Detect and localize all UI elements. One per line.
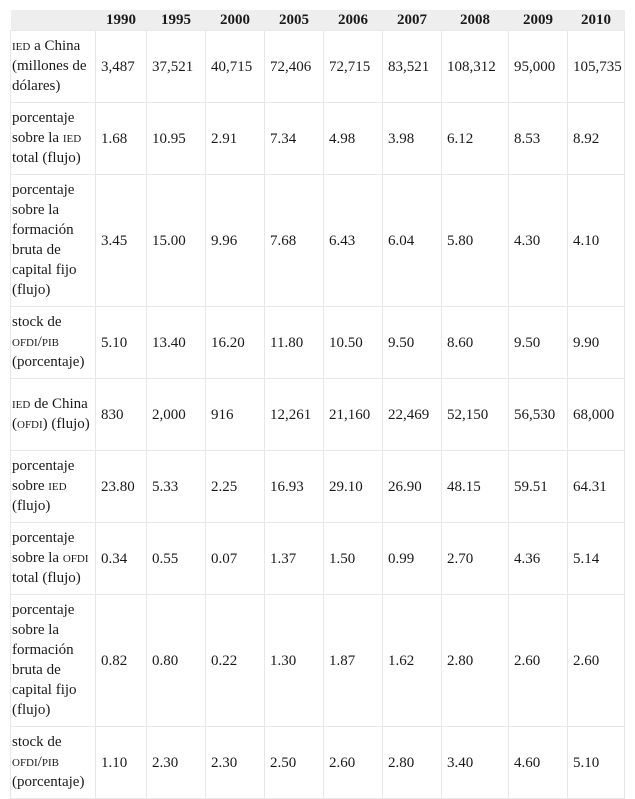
cell-1990: 0.82 <box>96 595 147 727</box>
table-row <box>11 379 625 451</box>
cell-2005: 72,406 <box>265 31 324 103</box>
cell-2008: 8.60 <box>442 307 509 379</box>
cell-1990: 1.68 <box>96 103 147 175</box>
abbreviation: ied <box>62 130 82 146</box>
cell-2009: 8.53 <box>509 103 568 175</box>
cell-2007: 2.80 <box>383 727 442 799</box>
cell-2005: 16.93 <box>265 451 324 523</box>
cell-1990: 3,487 <box>96 31 147 103</box>
label-text: porcentaje sobre <box>12 458 75 494</box>
cell-2007: 1.62 <box>383 595 442 727</box>
abbreviation: ied <box>12 38 31 54</box>
row-label <box>11 523 96 595</box>
label-text: porcentaje sobre la formación bruta de capital fijo (flujo) <box>12 182 77 298</box>
label-text: porcentaje sobre la <box>12 110 75 146</box>
label-text: ) (flujo) <box>42 416 90 432</box>
abbreviation: ied <box>48 478 67 494</box>
cell-2010: 2.60 <box>568 595 625 727</box>
cell-2008: 2.70 <box>442 523 509 595</box>
label-text: de China ( <box>12 396 88 432</box>
cell-1990: 5.10 <box>96 307 147 379</box>
cell-1995: 0.80 <box>147 595 206 727</box>
table-row <box>11 103 625 175</box>
row-label <box>11 307 96 379</box>
cell-1990: 0.34 <box>96 523 147 595</box>
cell-2007: 22,469 <box>383 379 442 451</box>
cell-2000: 2.91 <box>206 103 265 175</box>
cell-2006: 6.43 <box>324 175 383 307</box>
cell-2009: 56,530 <box>509 379 568 451</box>
cell-2006: 1.50 <box>324 523 383 595</box>
cell-2010: 5.14 <box>568 523 625 595</box>
cell-2000: 0.07 <box>206 523 265 595</box>
cell-2006: 29.10 <box>324 451 383 523</box>
table-row <box>11 727 625 799</box>
table-row <box>11 451 625 523</box>
cell-2006: 1.87 <box>324 595 383 727</box>
cell-2007: 3.98 <box>383 103 442 175</box>
cell-2009: 95,000 <box>509 31 568 103</box>
cell-2008: 108,312 <box>442 31 509 103</box>
cell-1995: 2.30 <box>147 727 206 799</box>
cell-2009: 59.51 <box>509 451 568 523</box>
cell-2010: 64.31 <box>568 451 625 523</box>
cell-2005: 1.37 <box>265 523 324 595</box>
cell-1995: 37,521 <box>147 31 206 103</box>
header-year-1990: 1990 <box>96 10 147 31</box>
fdi-table <box>10 10 625 799</box>
header-year-2005: 2005 <box>265 10 324 31</box>
cell-2000: 2.25 <box>206 451 265 523</box>
cell-2006: 72,715 <box>324 31 383 103</box>
cell-2009: 4.36 <box>509 523 568 595</box>
cell-2007: 6.04 <box>383 175 442 307</box>
row-label <box>11 379 96 451</box>
header-year-2006: 2006 <box>324 10 383 31</box>
cell-1995: 2,000 <box>147 379 206 451</box>
cell-2008: 3.40 <box>442 727 509 799</box>
row-label <box>11 727 96 799</box>
cell-2005: 11.80 <box>265 307 324 379</box>
cell-2010: 68,000 <box>568 379 625 451</box>
cell-2006: 21,160 <box>324 379 383 451</box>
table-body <box>11 31 625 799</box>
header-year-1995: 1995 <box>147 10 206 31</box>
cell-2010: 5.10 <box>568 727 625 799</box>
cell-1990: 3.45 <box>96 175 147 307</box>
cell-2005: 1.30 <box>265 595 324 727</box>
label-text: total (flujo) <box>12 150 81 166</box>
label-text: porcentaje sobre la formación bruta de capital fijo (flujo) <box>12 602 77 718</box>
header-row <box>11 10 625 31</box>
cell-2005: 12,261 <box>265 379 324 451</box>
cell-2010: 9.90 <box>568 307 625 379</box>
row-label <box>11 103 96 175</box>
cell-2008: 5.80 <box>442 175 509 307</box>
abbreviation: ofdi <box>62 550 89 566</box>
cell-2008: 6.12 <box>442 103 509 175</box>
cell-1990: 1.10 <box>96 727 147 799</box>
table-row <box>11 307 625 379</box>
row-label <box>11 175 96 307</box>
cell-2007: 0.99 <box>383 523 442 595</box>
row-label <box>11 595 96 727</box>
cell-2000: 0.22 <box>206 595 265 727</box>
table-row <box>11 175 625 307</box>
cell-2006: 10.50 <box>324 307 383 379</box>
label-text: a China (millones de dólares) <box>12 38 87 94</box>
label-text: stock de <box>12 314 62 330</box>
cell-2005: 7.68 <box>265 175 324 307</box>
cell-1995: 15.00 <box>147 175 206 307</box>
cell-2006: 2.60 <box>324 727 383 799</box>
cell-2010: 4.10 <box>568 175 625 307</box>
header-year-2010: 2010 <box>568 10 625 31</box>
cell-2006: 4.98 <box>324 103 383 175</box>
label-text: porcentaje sobre la <box>12 530 75 566</box>
row-label <box>11 31 96 103</box>
label-text: (flujo) <box>12 498 51 514</box>
cell-2008: 48.15 <box>442 451 509 523</box>
cell-2009: 4.30 <box>509 175 568 307</box>
cell-2007: 83,521 <box>383 31 442 103</box>
cell-2008: 2.80 <box>442 595 509 727</box>
cell-2005: 2.50 <box>265 727 324 799</box>
cell-2007: 26.90 <box>383 451 442 523</box>
cell-2005: 7.34 <box>265 103 324 175</box>
table-container <box>10 10 625 799</box>
cell-2007: 9.50 <box>383 307 442 379</box>
cell-1990: 23.80 <box>96 451 147 523</box>
cell-1990: 830 <box>96 379 147 451</box>
label-text: (porcentaje) <box>12 774 85 790</box>
cell-2000: 2.30 <box>206 727 265 799</box>
cell-2000: 916 <box>206 379 265 451</box>
header-year-2008: 2008 <box>442 10 509 31</box>
label-text: stock de <box>12 734 62 750</box>
label-text: total (flujo) <box>12 570 81 586</box>
cell-2008: 52,150 <box>442 379 509 451</box>
cell-1995: 5.33 <box>147 451 206 523</box>
label-text: (porcentaje) <box>12 354 85 370</box>
row-label <box>11 451 96 523</box>
cell-2009: 4.60 <box>509 727 568 799</box>
cell-1995: 0.55 <box>147 523 206 595</box>
cell-2000: 9.96 <box>206 175 265 307</box>
cell-1995: 10.95 <box>147 103 206 175</box>
table-row <box>11 31 625 103</box>
cell-2009: 9.50 <box>509 307 568 379</box>
abbreviation: ied <box>12 396 31 412</box>
cell-2000: 16.20 <box>206 307 265 379</box>
cell-2010: 8.92 <box>568 103 625 175</box>
header-year-2007: 2007 <box>383 10 442 31</box>
cell-1995: 13.40 <box>147 307 206 379</box>
cell-2010: 105,735 <box>568 31 625 103</box>
table-row <box>11 523 625 595</box>
cell-2000: 40,715 <box>206 31 265 103</box>
abbreviation: ofdi/pib <box>12 334 59 350</box>
header-year-2009: 2009 <box>509 10 568 31</box>
header-corner <box>11 10 96 31</box>
cell-2009: 2.60 <box>509 595 568 727</box>
table-row <box>11 595 625 727</box>
abbreviation: ofdi <box>17 416 43 432</box>
abbreviation: ofdi/pib <box>12 754 59 770</box>
header-year-2000: 2000 <box>206 10 265 31</box>
